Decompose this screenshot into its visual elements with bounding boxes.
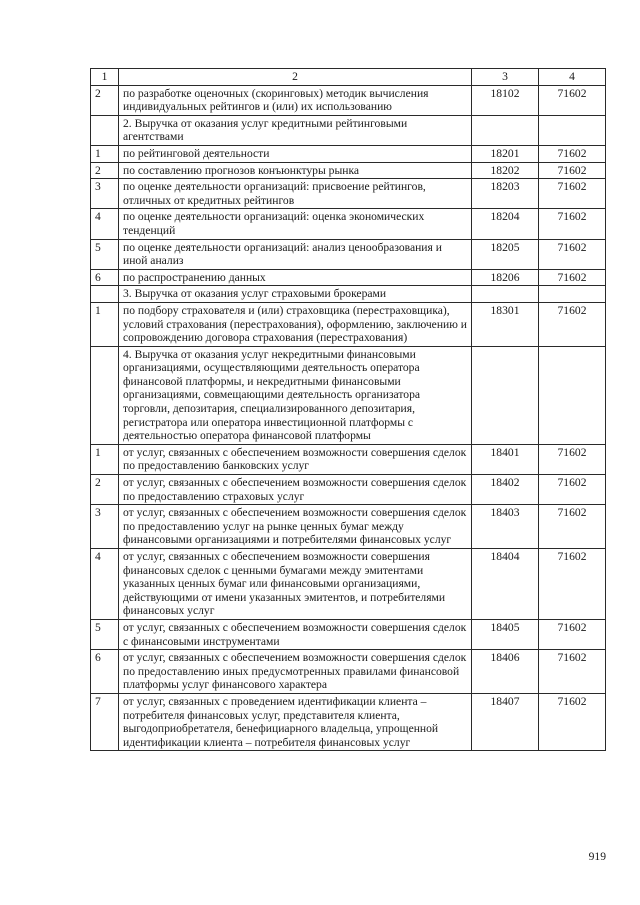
row-code-cell: 18203 xyxy=(472,179,539,209)
table-row xyxy=(91,650,606,694)
row-symbol-cell: 71602 xyxy=(539,650,606,694)
row-symbol-cell: 71602 xyxy=(539,693,606,750)
header-cell-4: 4 xyxy=(539,69,606,86)
row-symbol-cell: 71602 xyxy=(539,269,606,286)
row-symbol-cell: 71602 xyxy=(539,209,606,239)
table-header-row xyxy=(91,69,606,86)
row-symbol-cell xyxy=(539,115,606,145)
header-cell-3: 3 xyxy=(472,69,539,86)
row-number-cell: 2 xyxy=(91,85,119,115)
table-row xyxy=(91,619,606,649)
row-description-cell: по рейтинговой деятельности xyxy=(119,145,472,162)
row-description-cell: по оценке деятельности организаций: анализ ценообразования и иной анализ xyxy=(119,239,472,269)
row-code-cell: 18206 xyxy=(472,269,539,286)
row-description-cell: по разработке оценочных (скоринговых) методик вычисления индивидуальных рейтингов и (или) их использованию xyxy=(119,85,472,115)
row-description-cell: от услуг, связанных с обеспечением возможности совершения финансовых сделок с ценными бумагами между эмитентами указанных ценных бумаг или финансовыми организациями, действующими от имени указанных эмитентов, и потребителями финансовых услуг xyxy=(119,549,472,620)
table-row xyxy=(91,505,606,549)
table-row xyxy=(91,209,606,239)
row-symbol-cell: 71602 xyxy=(539,162,606,179)
row-number-cell: 7 xyxy=(91,693,119,750)
row-symbol-cell: 71602 xyxy=(539,549,606,620)
row-description-cell: от услуг, связанных с обеспечением возможности совершения сделок по предоставлению иных предусмотренных правилами финансовой платформы услуг финансового характера xyxy=(119,650,472,694)
row-code-cell: 18102 xyxy=(472,85,539,115)
table-row xyxy=(91,85,606,115)
row-number-cell xyxy=(91,286,119,303)
row-number-cell: 4 xyxy=(91,209,119,239)
row-symbol-cell: 71602 xyxy=(539,145,606,162)
table-row xyxy=(91,179,606,209)
row-code-cell: 18401 xyxy=(472,444,539,474)
accounts-table xyxy=(90,68,606,751)
row-code-cell: 18405 xyxy=(472,619,539,649)
row-number-cell: 2 xyxy=(91,475,119,505)
row-symbol-cell: 71602 xyxy=(539,302,606,346)
table-row xyxy=(91,549,606,620)
row-description-cell: по составлению прогнозов конъюнктуры рынка xyxy=(119,162,472,179)
table-row xyxy=(91,475,606,505)
row-number-cell: 1 xyxy=(91,444,119,474)
row-code-cell: 18202 xyxy=(472,162,539,179)
row-description-cell: от услуг, связанных с обеспечением возможности совершения сделок по предоставлению страховых услуг xyxy=(119,475,472,505)
row-number-cell: 5 xyxy=(91,239,119,269)
row-number-cell: 4 xyxy=(91,549,119,620)
row-description-cell: 4. Выручка от оказания услуг некредитными финансовыми организациями, осуществляющими деятельность оператора финансовой платформы, и некредитными финансовыми организациями, совмещающими деятельность организатора торговли, депозитария, специализированного депозитария, регистратора или оператора инвестиционной платформы с деятельностью оператора финансовой платформы xyxy=(119,346,472,444)
row-number-cell: 6 xyxy=(91,650,119,694)
row-description-cell: по оценке деятельности организаций: оценка экономических тенденций xyxy=(119,209,472,239)
table-row xyxy=(91,286,606,303)
row-number-cell: 5 xyxy=(91,619,119,649)
row-code-cell: 18204 xyxy=(472,209,539,239)
row-code-cell: 18406 xyxy=(472,650,539,694)
row-symbol-cell: 71602 xyxy=(539,85,606,115)
row-symbol-cell: 71602 xyxy=(539,619,606,649)
row-number-cell: 3 xyxy=(91,179,119,209)
table-row xyxy=(91,269,606,286)
header-cell-2: 2 xyxy=(119,69,472,86)
row-description-cell: 3. Выручка от оказания услуг страховыми брокерами xyxy=(119,286,472,303)
row-number-cell: 1 xyxy=(91,145,119,162)
row-code-cell xyxy=(472,346,539,444)
row-code-cell xyxy=(472,286,539,303)
table-row xyxy=(91,162,606,179)
row-symbol-cell: 71602 xyxy=(539,444,606,474)
row-code-cell: 18301 xyxy=(472,302,539,346)
row-number-cell xyxy=(91,115,119,145)
row-number-cell xyxy=(91,346,119,444)
row-description-cell: по распространению данных xyxy=(119,269,472,286)
row-symbol-cell: 71602 xyxy=(539,505,606,549)
row-symbol-cell: 71602 xyxy=(539,239,606,269)
row-description-cell: по подбору страхователя и (или) страховщика (перестраховщика), условий страхования (перестрахования), оформлению, заключению и сопровождению договора страхования (перестрахования) xyxy=(119,302,472,346)
table-row xyxy=(91,302,606,346)
table-row xyxy=(91,444,606,474)
page-number: 919 xyxy=(588,850,606,863)
row-code-cell: 18407 xyxy=(472,693,539,750)
row-code-cell: 18404 xyxy=(472,549,539,620)
row-number-cell: 3 xyxy=(91,505,119,549)
row-code-cell: 18205 xyxy=(472,239,539,269)
table-row xyxy=(91,239,606,269)
row-symbol-cell xyxy=(539,346,606,444)
row-code-cell: 18201 xyxy=(472,145,539,162)
row-description-cell: по оценке деятельности организаций: присвоение рейтингов, отличных от кредитных рейтингов xyxy=(119,179,472,209)
row-number-cell: 2 xyxy=(91,162,119,179)
row-description-cell: от услуг, связанных с обеспечением возможности совершения сделок по предоставлению банковских услуг xyxy=(119,444,472,474)
row-code-cell: 18402 xyxy=(472,475,539,505)
row-description-cell: от услуг, связанных с обеспечением возможности совершения сделок по предоставлению услуг на рынке ценных бумаг между финансовыми организациями и потребителями финансовых услуг xyxy=(119,505,472,549)
header-cell-1: 1 xyxy=(91,69,119,86)
row-symbol-cell xyxy=(539,286,606,303)
row-description-cell: от услуг, связанных с обеспечением возможности совершения сделок с финансовыми инструментами xyxy=(119,619,472,649)
table-row xyxy=(91,693,606,750)
row-number-cell: 1 xyxy=(91,302,119,346)
row-symbol-cell: 71602 xyxy=(539,179,606,209)
row-number-cell: 6 xyxy=(91,269,119,286)
table-row xyxy=(91,346,606,444)
table-row xyxy=(91,145,606,162)
row-symbol-cell: 71602 xyxy=(539,475,606,505)
row-code-cell: 18403 xyxy=(472,505,539,549)
row-description-cell: 2. Выручка от оказания услуг кредитными рейтинговыми агентствами xyxy=(119,115,472,145)
row-code-cell xyxy=(472,115,539,145)
row-description-cell: от услуг, связанных с проведением идентификации клиента – потребителя финансовых услуг, представителя клиента, выгодоприобретателя, бенефициарного владельца, упрощенной идентификации клиента – потребителя финансовых услуг xyxy=(119,693,472,750)
table-row xyxy=(91,115,606,145)
